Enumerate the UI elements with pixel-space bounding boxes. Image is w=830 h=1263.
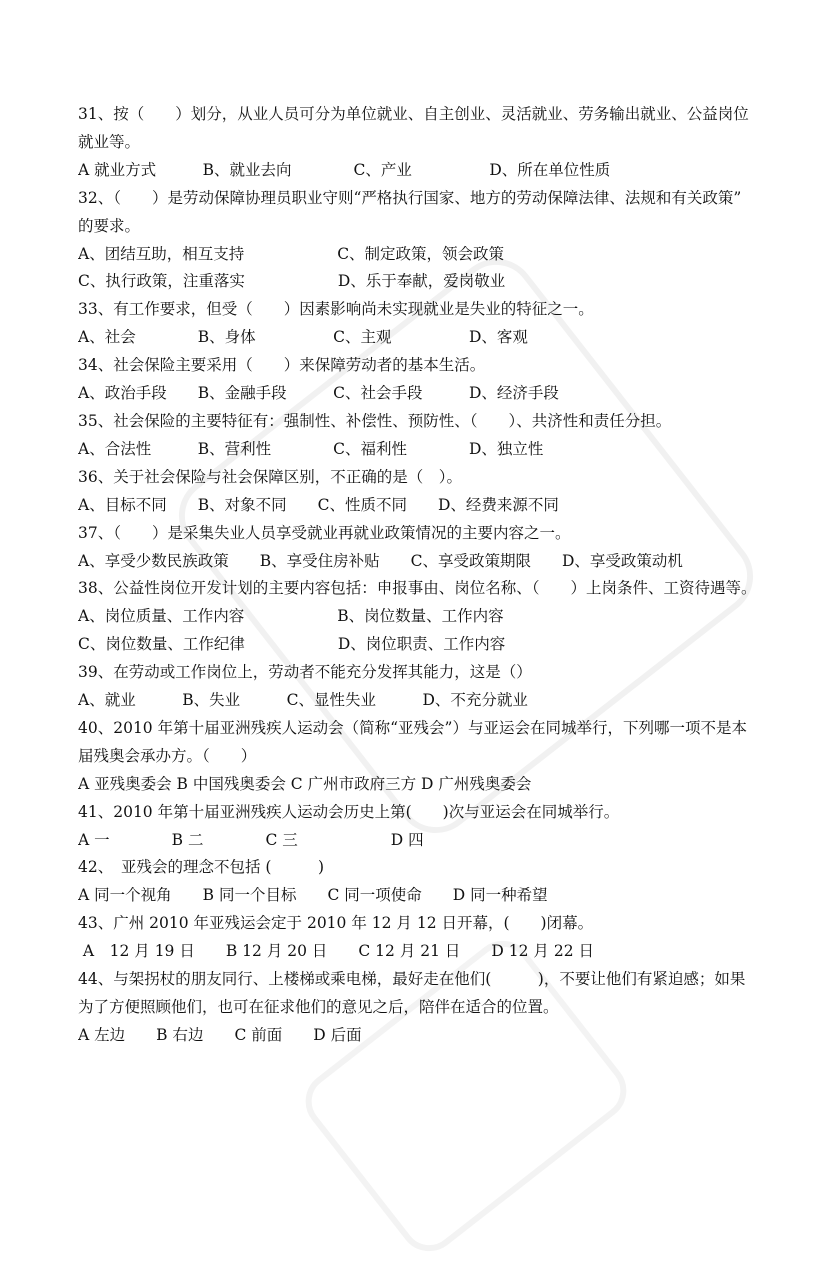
question-text: 41、2010 年第十届亚洲残疾人运动会历史上第( )次与亚运会在同城举行。 [78,802,620,821]
question-text: 44、与架拐杖的朋友同行、上楼梯或乘电梯，最好走在他们( )，不要让他们有紧迫感；如果为了方便照顾他们，也可在征求他们的意见之后，陪伴在适合的位置。 [78,970,746,1016]
question-text: 33、有工作要求，但受（ ）因素影响尚未实现就业是失业的特征之一。 [78,300,594,319]
question-text: 40、2010 年第十届亚洲残疾人运动会（简称“亚残会”）与亚运会在同城举行，下列哪一项不是本届残奥会承办方。（ ） [78,718,747,765]
question-40 [78,715,758,799]
question-text: 43、广州 2010 年亚残运会定于 2010 年 12 月 12 日开幕，( )闭幕。 [78,914,594,933]
question-options: C、岗位数量、工作纪律 D、岗位职责、工作内容 [78,635,506,654]
question-34 [78,352,758,408]
question-text: 36、关于社会保险与社会保障区别，不正确的是（ ）。 [78,467,462,486]
question-text: 39、在劳动或工作岗位上，劳动者不能充分发挥其能力，这是（） [78,663,532,682]
question-39 [78,659,758,715]
question-options: A、政治手段 B、金融手段 C、社会手段 D、经济手段 [78,384,559,403]
question-36 [78,464,758,520]
question-text: 32、（ ）是劳动保障协理员职业守则“严格执行国家、地方的劳动保障法律、法规和有关政策” 的要求。 [78,188,747,235]
question-42 [78,854,758,910]
question-32 [78,185,758,297]
question-33 [78,296,758,352]
question-options: A 就业方式 B、就业去向 C、产业 D、所在单位性质 [78,160,611,179]
question-41 [78,799,758,855]
question-options: A 亚残奥委会 B 中国残奥委会 C 广州市政府三方 D 广州残奥委会 [78,774,532,793]
question-options: A 左边 B 右边 C 前面 D 后面 [78,1025,362,1044]
question-options: C、执行政策，注重落实 D、乐于奉献，爱岗敬业 [78,272,506,291]
question-31 [78,101,758,185]
question-text: 31、按（ ）划分，从业人员可分为单位就业、自主创业、灵活就业、劳务输出就业、公益岗位就业等。 [78,105,749,151]
question-options: A、社会 B、身体 C、主观 D、客观 [78,328,528,347]
question-options: A 同一个视角 B 同一个目标 C 同一项使命 D 同一种希望 [78,886,548,905]
question-options: A、团结互助，相互支持 C、制定政策，领会政策 [78,244,505,263]
question-38 [78,575,758,659]
question-text: 38、公益性岗位开发计划的主要内容包括：申报事由、岗位名称、（ ）上岗条件、工资待遇等。 [78,579,757,598]
question-options: A、就业 B、失业 C、显性失业 D、不充分就业 [78,691,528,710]
question-43 [78,910,758,966]
question-text: 37、（ ）是采集失业人员享受就业再就业政策情况的主要内容之一。 [78,523,571,542]
question-options: A、享受少数民族政策 B、享受住房补贴 C、享受政策期限 D、享受政策动机 [78,551,683,570]
question-options: A 12 月 19 日 B 12 月 20 日 C 12 月 21 日 D 12 月 22 日 [78,942,594,961]
question-text: 42、 亚残会的理念不包括 ( ) [78,858,324,877]
question-text: 35、社会保险的主要特征有：强制性、补偿性、预防性、（ ）、共济性和责任分担。 [78,411,672,430]
question-35 [78,408,758,464]
question-options: A、岗位质量、工作内容 B、岗位数量、工作内容 [78,607,504,626]
question-text: 34、社会保险主要采用（ ）来保障劳动者的基本生活。 [78,356,486,375]
question-options: A 一 B 二 C 三 D 四 [78,830,424,849]
question-44 [78,966,758,1050]
question-list [78,101,758,1050]
question-options: A、合法性 B、营利性 C、福利性 D、独立性 [78,439,544,458]
question-options: A、目标不同 B、对象不同 C、性质不同 D、经费来源不同 [78,495,559,514]
question-37 [78,520,758,576]
